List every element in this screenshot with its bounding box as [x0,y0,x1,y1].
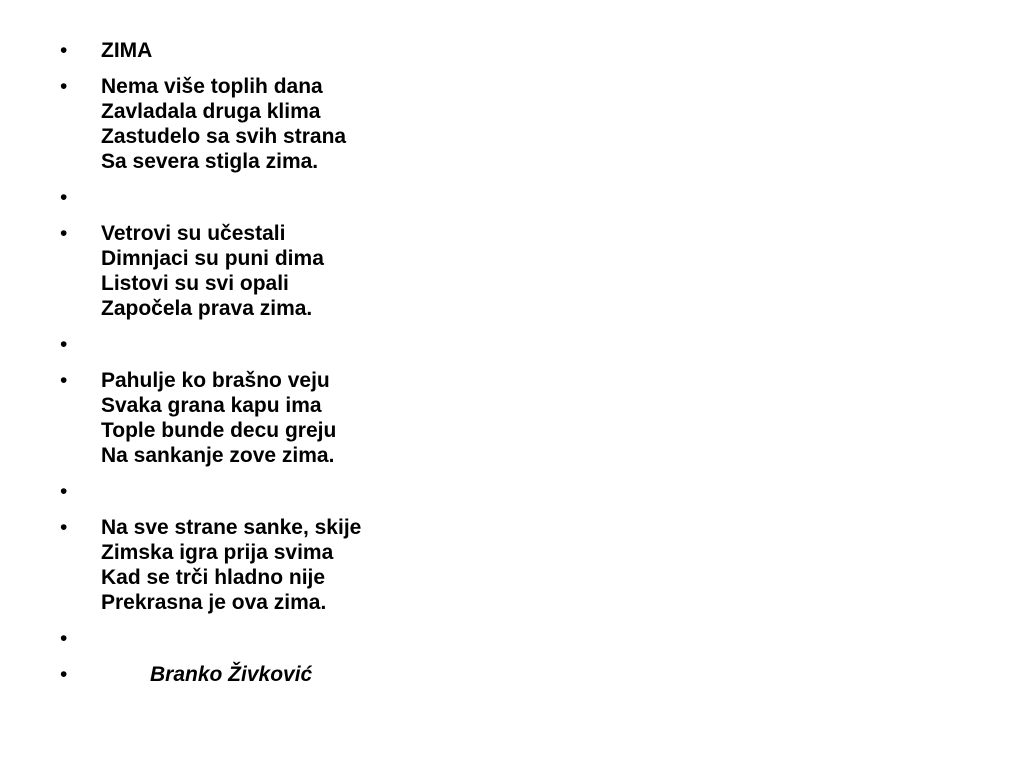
stanza-line: Zastudelo sa svih strana [101,125,347,148]
poem-title-item [0,38,1024,63]
bullet-icon: • [60,516,68,539]
bullet-icon: • [60,186,68,209]
stanza-line: Nema više toplih dana [101,75,323,98]
bullet-icon: • [60,222,68,245]
empty-bullet [0,479,1024,504]
poem-title: ZIMA [101,39,153,62]
bullet-icon: • [60,75,68,98]
poem-bullet-list [0,38,1024,687]
stanza-line: Zavladala druga klima [101,100,321,123]
stanza-line: Započela prava zima. [101,297,313,320]
stanza-line: Sa severa stigla zima. [101,150,319,173]
stanza-2 [0,221,1024,321]
stanza-line: Dimnjaci su puni dima [101,247,324,270]
bullet-icon: • [60,480,68,503]
bullet-icon: • [60,369,68,392]
empty-bullet [0,626,1024,651]
stanza-4 [0,515,1024,615]
bullet-icon: • [60,39,68,62]
stanza-1 [0,74,1024,174]
stanza-line: Na sankanje zove zima. [101,444,335,467]
stanza-line: Pahulje ko brašno veju [101,369,330,392]
stanza-line: Prekrasna je ova zima. [101,591,327,614]
empty-bullet [0,185,1024,210]
stanza-line: Svaka grana kapu ima [101,394,322,417]
author-name: Branko Živković [150,663,313,686]
stanza-line: Listovi su svi opali [101,272,289,295]
bullet-icon: • [60,663,68,686]
stanza-line: Tople bunde decu greju [101,419,337,442]
bullet-icon: • [60,627,68,650]
stanza-3 [0,368,1024,468]
stanza-line: Zimska igra prija svima [101,541,334,564]
author-item [0,662,1024,687]
stanza-line: Na sve strane sanke, skije [101,516,362,539]
stanza-line: Vetrovi su učestali [101,222,286,245]
bullet-icon: • [60,333,68,356]
stanza-line: Kad se trči hladno nije [101,566,326,589]
empty-bullet [0,332,1024,357]
